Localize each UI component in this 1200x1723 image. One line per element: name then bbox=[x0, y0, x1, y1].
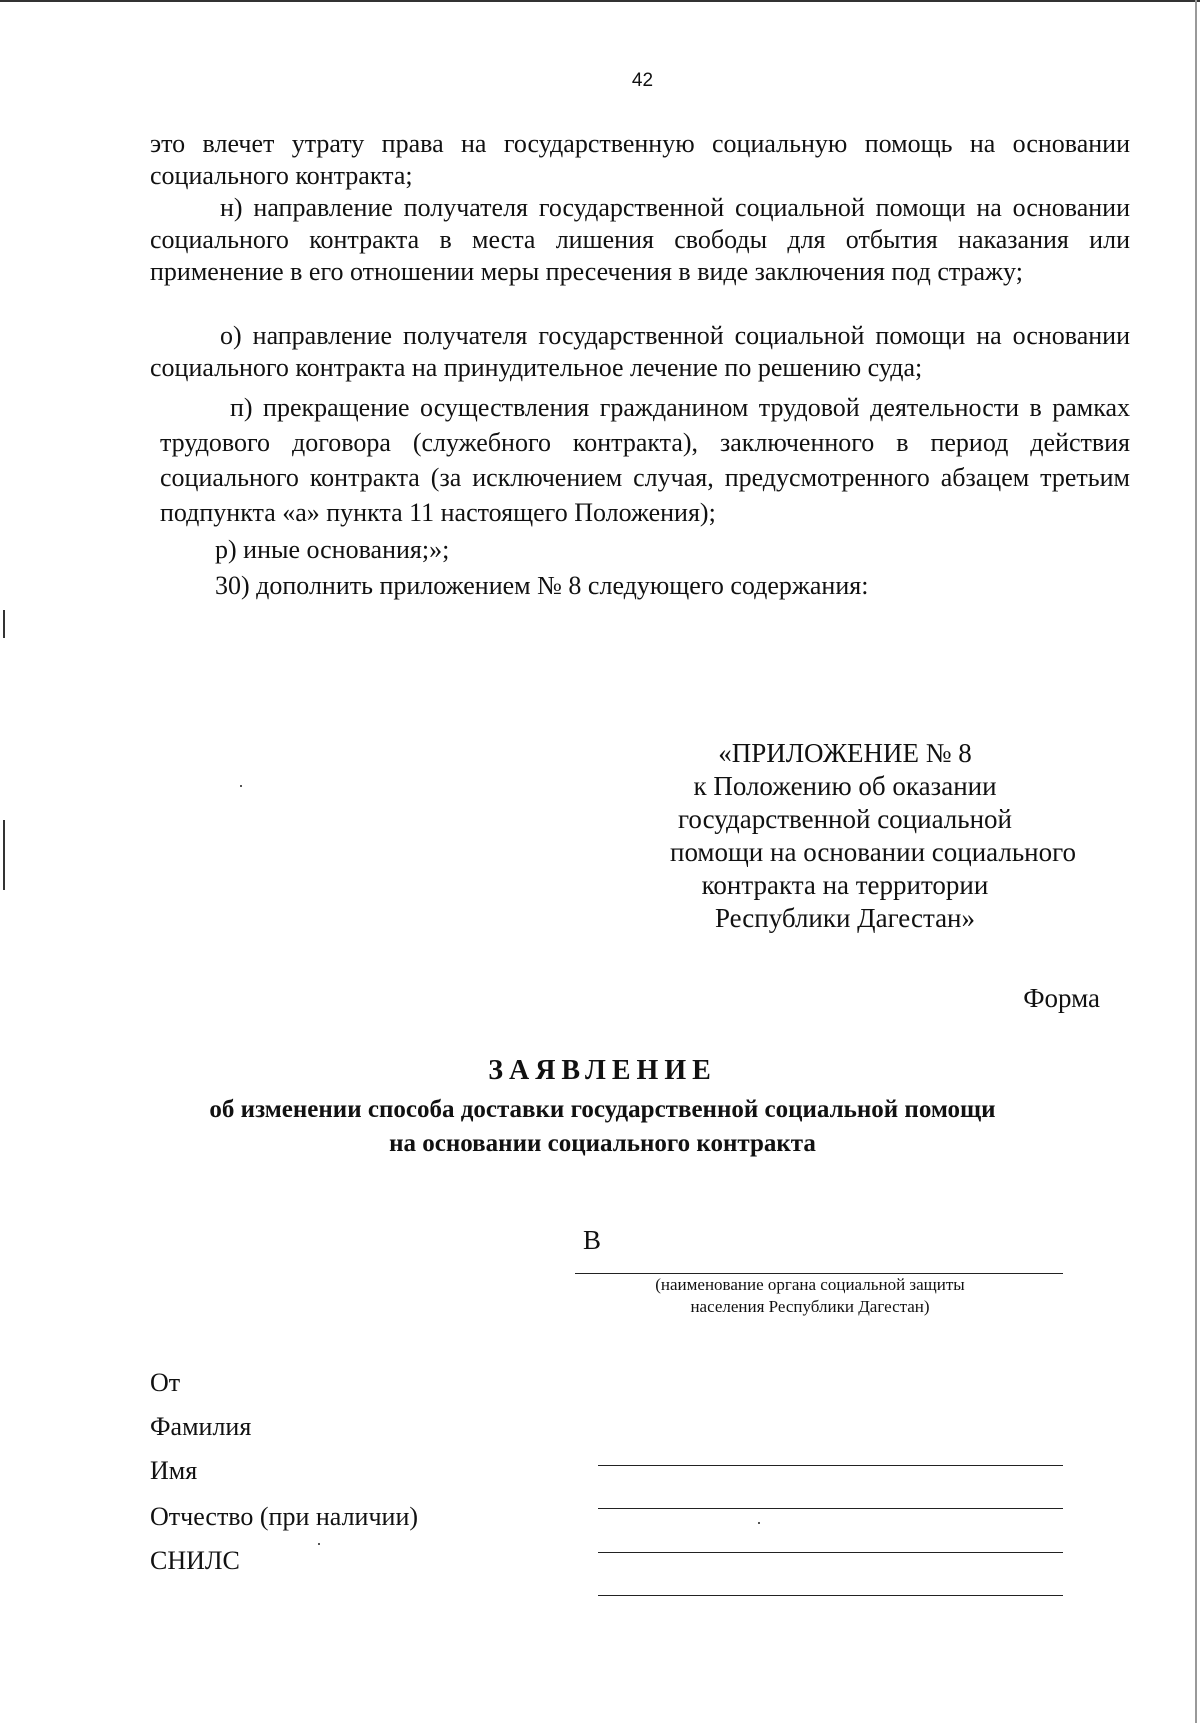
paragraph-item-o: о) направление получателя государственной социальной помощи на основании социального контракта на принудительное лечение по решению суда; bbox=[150, 321, 1130, 382]
subtitle-line: на основании социального контракта bbox=[389, 1130, 816, 1157]
appendix-header bbox=[670, 737, 1077, 935]
snils-field-line[interactable] bbox=[598, 1595, 1063, 1596]
paragraph-continuation: это влечет утрату права на государственную социальную помощь на основании социального контракта; bbox=[150, 129, 1130, 190]
appendix-line: к Положению об оказании bbox=[693, 771, 997, 801]
scan-edge-left-mark-2 bbox=[3, 610, 5, 638]
patronymic-field-line[interactable] bbox=[598, 1552, 1063, 1553]
appendix-line: помощи на основании социального bbox=[670, 837, 1077, 867]
paragraph-item-p: п) прекращение осуществления гражданином трудовой деятельности в рамках трудового договора (служебного контракта), заключенного в период действия социального контракта (за исключением случая, предусмотренного абзацем третьим подпункта «а» пункта 11 настоящего Положения); bbox=[160, 393, 1130, 527]
recipient-prefix: В bbox=[583, 1225, 602, 1255]
from-label: От bbox=[150, 1368, 181, 1397]
appendix-line: «ПРИЛОЖЕНИЕ № 8 bbox=[718, 738, 972, 768]
appendix-line: Республики Дагестан» bbox=[714, 903, 976, 933]
paragraph-item-30: 30) дополнить приложением № 8 следующего содержания: bbox=[215, 571, 869, 600]
page-number: 42 bbox=[631, 70, 654, 91]
subtitle-line: об изменении способа доставки государственной социальной помощи bbox=[209, 1096, 996, 1123]
scan-edge-top bbox=[0, 0, 1200, 2]
scan-speck bbox=[758, 1522, 760, 1524]
document-subtitle bbox=[0, 1093, 1200, 1161]
paragraph-item-n: н) направление получателя государственной социальной помощи на основании социального контракта в места лишения свободы для отбытия наказания или применение в его отношении меры пресечения в виде заключения под стражу; bbox=[150, 193, 1130, 286]
surname-field-line[interactable] bbox=[598, 1465, 1063, 1466]
form-label: Форма bbox=[1023, 983, 1100, 1013]
name-label: Имя bbox=[150, 1456, 198, 1485]
snils-label: СНИЛС bbox=[150, 1546, 240, 1575]
scan-speck bbox=[318, 1543, 320, 1545]
appendix-line: контракта на территории bbox=[701, 870, 989, 900]
name-field-line[interactable] bbox=[598, 1508, 1063, 1509]
patronymic-label: Отчество (при наличии) bbox=[150, 1502, 419, 1531]
caption-line: (наименование органа социальной защиты bbox=[655, 1275, 965, 1294]
surname-label: Фамилия bbox=[150, 1412, 252, 1441]
appendix-line: государственной социальной bbox=[678, 804, 1012, 834]
recipient-caption bbox=[590, 1274, 1030, 1318]
scan-edge-right bbox=[1195, 0, 1197, 1723]
paragraph-item-r: р) иные основания;»; bbox=[215, 535, 450, 564]
scan-edge-left-mark bbox=[3, 820, 5, 890]
caption-line: населения Республики Дагестан) bbox=[690, 1297, 930, 1316]
document-title: ЗАЯВЛЕНИЕ bbox=[488, 1055, 717, 1086]
scan-speck bbox=[240, 785, 242, 787]
